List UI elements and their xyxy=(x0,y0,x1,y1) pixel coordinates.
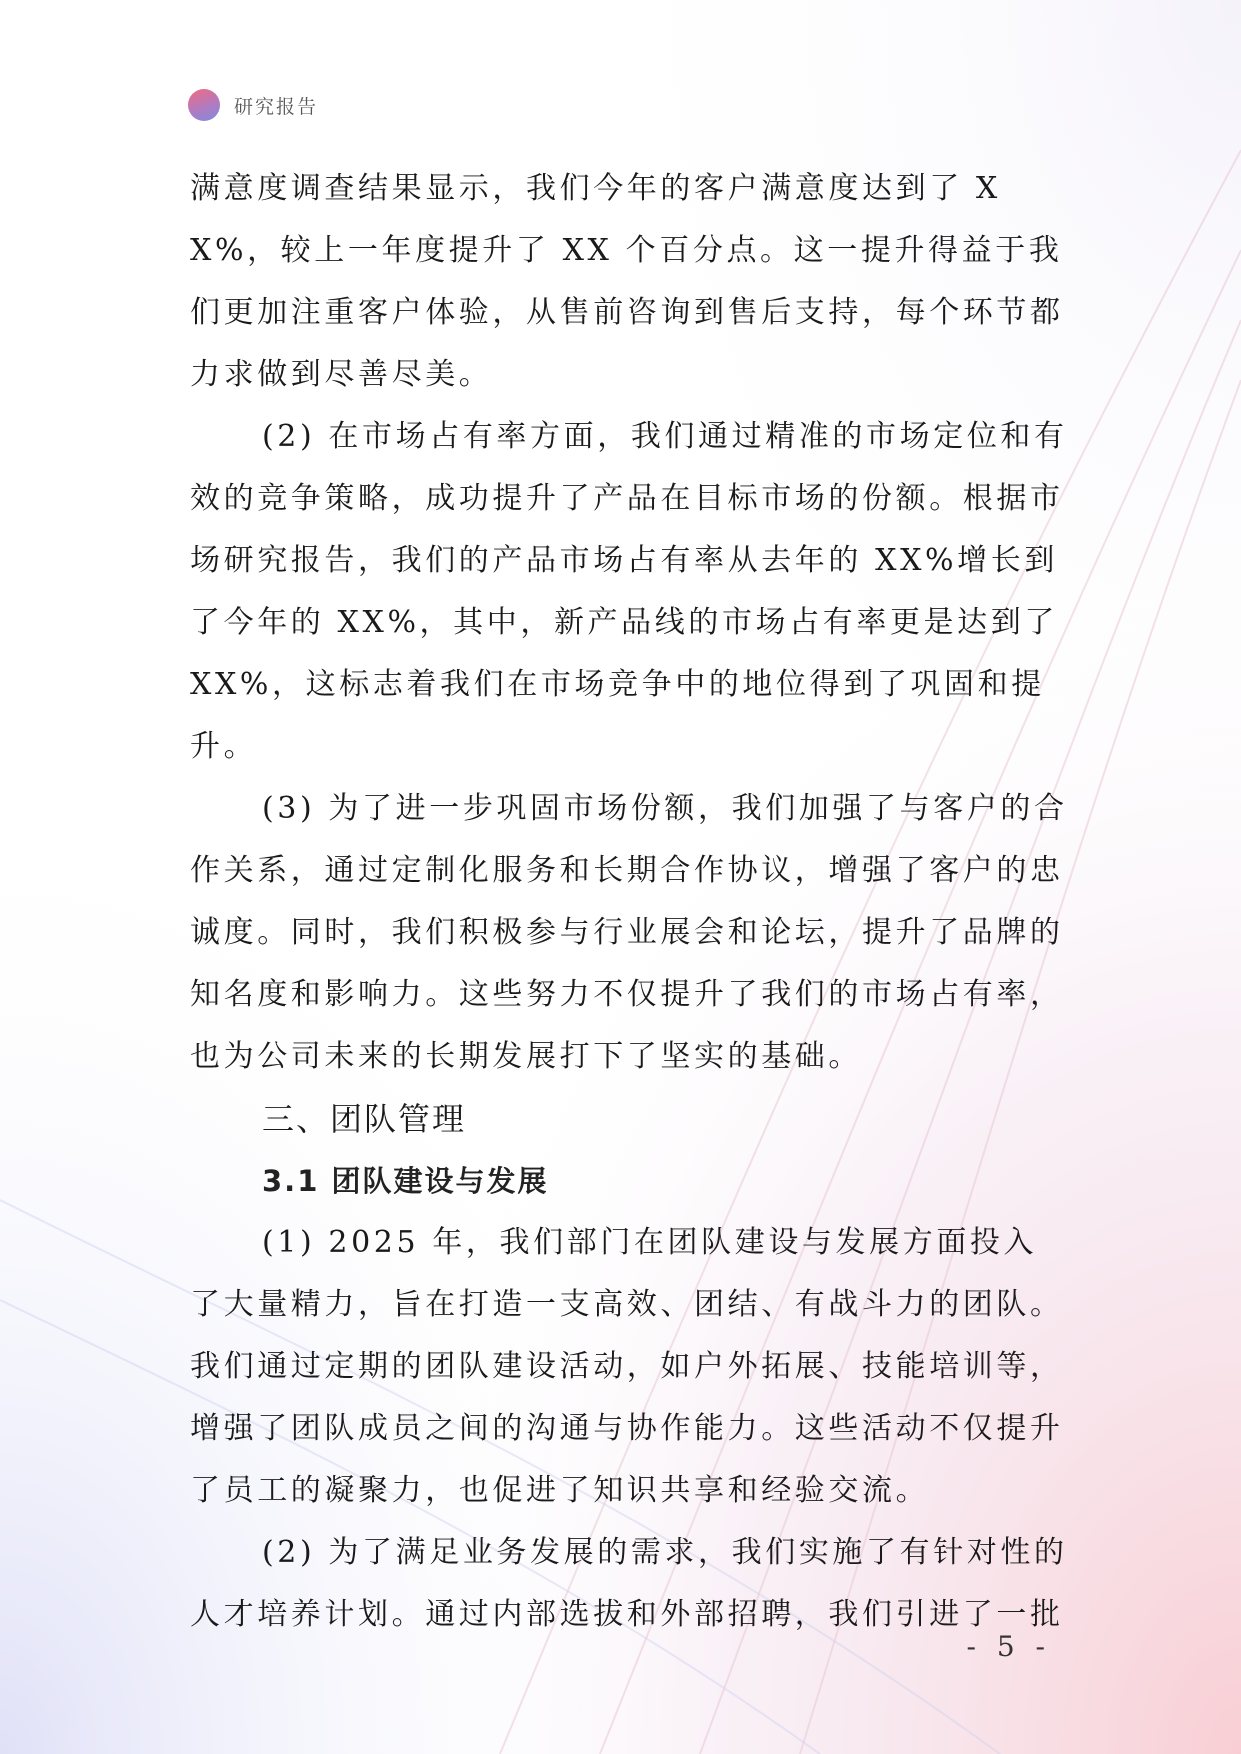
document-body xyxy=(190,158,1070,1646)
paragraph-market-share: (2) 在市场占有率方面，我们通过精准的市场定位和有效的竞争策略，成功提升了产品在目标市场的份额。根据市场研究报告，我们的产品市场占有率从去年的 XX%增长到了今年的 XX%，其中，新产品线的市场占有率更是达到了 XX%，这标志着我们在市场竞争中的地位得到了巩固和提升。 xyxy=(190,419,1068,764)
paragraph-customer-relations: (3) 为了进一步巩固市场份额，我们加强了与客户的合作关系，通过定制化服务和长期合作协议，增强了客户的忠诚度。同时，我们积极参与行业展会和论坛，提升了品牌的知名度和影响力。这些努力不仅提升了我们的市场占有率，也为公司未来的长期发展打下了坚实的基础。 xyxy=(190,791,1068,1074)
subsection-title: 3.1 团队建设与发展 xyxy=(262,1164,549,1198)
paragraph-team-building: (1) 2025 年，我们部门在团队建设与发展方面投入了大量精力，旨在打造一支高效、团结、有战斗力的团队。我们通过定期的团队建设活动，如户外拓展、技能培训等，增强了团队成员之间的沟通与协作能力。这些活动不仅提升了员工的凝聚力，也促进了知识共享和经验交流。 xyxy=(190,1225,1064,1508)
paragraph-talent-plan: (2) 为了满足业务发展的需求，我们实施了有针对性的人才培养计划。通过内部选拔和外部招聘，我们引进了一批 xyxy=(190,1535,1068,1632)
header-title: 研究报告 xyxy=(234,95,319,118)
page-header xyxy=(188,88,318,122)
section-title: 三、团队管理 xyxy=(262,1100,467,1138)
paragraph-satisfaction: 满意度调查结果显示，我们今年的客户满意度达到了 XX%，较上一年度提升了 XX 个百分点。这一提升得益于我们更加注重客户体验，从售前咨询到售后支持，每个环节都力求做到尽善尽美。 xyxy=(190,171,1064,392)
page-number: - 5 - xyxy=(966,1630,1051,1663)
logo-icon xyxy=(188,89,220,121)
